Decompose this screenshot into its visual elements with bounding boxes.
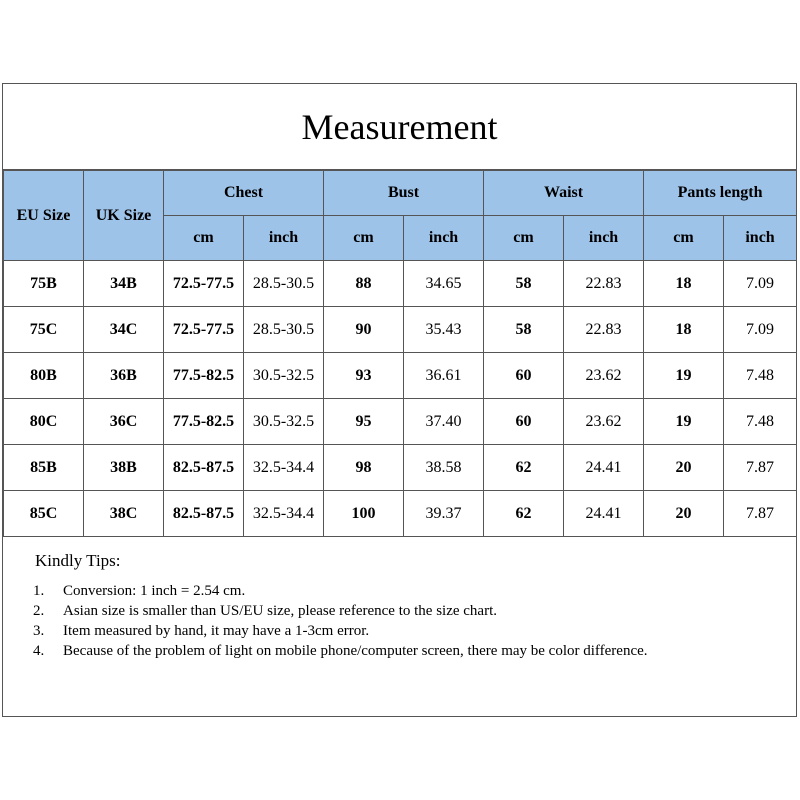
cell-waist-cm: 60: [484, 353, 564, 399]
list-item-number: 1.: [33, 583, 45, 599]
table-header-row: [4, 171, 797, 216]
cell-chest-inch: 30.5-32.5: [244, 353, 324, 399]
cell-bust-inch: 37.40: [404, 399, 484, 445]
cell-pants-inch: 7.09: [724, 307, 797, 353]
cell-bust-inch: 39.37: [404, 491, 484, 537]
cell-pants-cm: 18: [644, 307, 724, 353]
cell-chest-cm: 82.5-87.5: [164, 445, 244, 491]
cell-eu-size: 85B: [4, 445, 84, 491]
cell-chest-inch: 28.5-30.5: [244, 307, 324, 353]
cell-eu-size: 85C: [4, 491, 84, 537]
unit-header: inch: [404, 216, 484, 261]
cell-waist-cm: 62: [484, 445, 564, 491]
table-row: [4, 399, 797, 445]
cell-waist-cm: 62: [484, 491, 564, 537]
size-chart-card: [2, 83, 797, 717]
header-waist: Waist: [484, 171, 644, 216]
header-pants-length: Pants length: [644, 171, 797, 216]
cell-chest-inch: 28.5-30.5: [244, 261, 324, 307]
unit-header: inch: [244, 216, 324, 261]
cell-waist-inch: 23.62: [564, 399, 644, 445]
header-chest: Chest: [164, 171, 324, 216]
unit-header: inch: [724, 216, 797, 261]
cell-waist-inch: 24.41: [564, 491, 644, 537]
header-eu-size: EU Size: [4, 171, 84, 261]
cell-waist-cm: 58: [484, 307, 564, 353]
table-row: [4, 445, 797, 491]
list-item: [33, 621, 713, 641]
cell-bust-inch: 36.61: [404, 353, 484, 399]
list-item: [33, 601, 713, 621]
cell-waist-inch: 22.83: [564, 307, 644, 353]
cell-eu-size: 75B: [4, 261, 84, 307]
cell-eu-size: 80B: [4, 353, 84, 399]
cell-pants-cm: 18: [644, 261, 724, 307]
list-item-text: Item measured by hand, it may have a 1-3cm error.: [63, 623, 370, 639]
cell-uk-size: 34C: [84, 307, 164, 353]
cell-waist-inch: 23.62: [564, 353, 644, 399]
list-item: [33, 641, 713, 661]
cell-waist-cm: 60: [484, 399, 564, 445]
table-row: [4, 491, 797, 537]
list-item-text: Because of the problem of light on mobile phone/computer screen, there may be color difference.: [63, 643, 648, 659]
cell-chest-cm: 77.5-82.5: [164, 353, 244, 399]
cell-pants-cm: 20: [644, 445, 724, 491]
list-item-text: Asian size is smaller than US/EU size, please reference to the size chart.: [63, 603, 497, 619]
cell-chest-inch: 32.5-34.4: [244, 491, 324, 537]
header-uk-size: UK Size: [84, 171, 164, 261]
unit-header: inch: [564, 216, 644, 261]
cell-chest-inch: 30.5-32.5: [244, 399, 324, 445]
cell-waist-cm: 58: [484, 261, 564, 307]
cell-pants-inch: 7.48: [724, 353, 797, 399]
cell-bust-cm: 90: [324, 307, 404, 353]
table-row: [4, 307, 797, 353]
cell-bust-inch: 38.58: [404, 445, 484, 491]
cell-uk-size: 34B: [84, 261, 164, 307]
cell-bust-cm: 100: [324, 491, 404, 537]
tips-list: [33, 581, 713, 661]
cell-pants-inch: 7.48: [724, 399, 797, 445]
cell-uk-size: 38C: [84, 491, 164, 537]
cell-eu-size: 75C: [4, 307, 84, 353]
cell-chest-cm: 82.5-87.5: [164, 491, 244, 537]
cell-bust-cm: 93: [324, 353, 404, 399]
list-item-number: 3.: [33, 623, 45, 639]
unit-header: cm: [324, 216, 404, 261]
cell-uk-size: 38B: [84, 445, 164, 491]
table-row: [4, 261, 797, 307]
cell-pants-cm: 20: [644, 491, 724, 537]
cell-pants-cm: 19: [644, 399, 724, 445]
cell-waist-inch: 24.41: [564, 445, 644, 491]
table-row: [4, 353, 797, 399]
size-table: [3, 170, 797, 537]
header-bust: Bust: [324, 171, 484, 216]
unit-header: cm: [644, 216, 724, 261]
cell-bust-cm: 98: [324, 445, 404, 491]
cell-chest-cm: 77.5-82.5: [164, 399, 244, 445]
cell-uk-size: 36C: [84, 399, 164, 445]
cell-bust-cm: 88: [324, 261, 404, 307]
cell-chest-cm: 72.5-77.5: [164, 307, 244, 353]
list-item-number: 4.: [33, 643, 45, 659]
cell-waist-inch: 22.83: [564, 261, 644, 307]
cell-pants-inch: 7.87: [724, 445, 797, 491]
cell-bust-cm: 95: [324, 399, 404, 445]
cell-uk-size: 36B: [84, 353, 164, 399]
cell-eu-size: 80C: [4, 399, 84, 445]
cell-pants-inch: 7.09: [724, 261, 797, 307]
list-item: [33, 581, 713, 601]
cell-chest-inch: 32.5-34.4: [244, 445, 324, 491]
cell-bust-inch: 34.65: [404, 261, 484, 307]
tips-title: Kindly Tips:: [35, 551, 121, 570]
cell-pants-inch: 7.87: [724, 491, 797, 537]
unit-header: cm: [164, 216, 244, 261]
page-title: Measurement: [3, 84, 796, 170]
list-item-text: Conversion: 1 inch = 2.54 cm.: [63, 583, 246, 599]
cell-bust-inch: 35.43: [404, 307, 484, 353]
cell-pants-cm: 19: [644, 353, 724, 399]
unit-header: cm: [484, 216, 564, 261]
list-item-number: 2.: [33, 603, 45, 619]
cell-chest-cm: 72.5-77.5: [164, 261, 244, 307]
